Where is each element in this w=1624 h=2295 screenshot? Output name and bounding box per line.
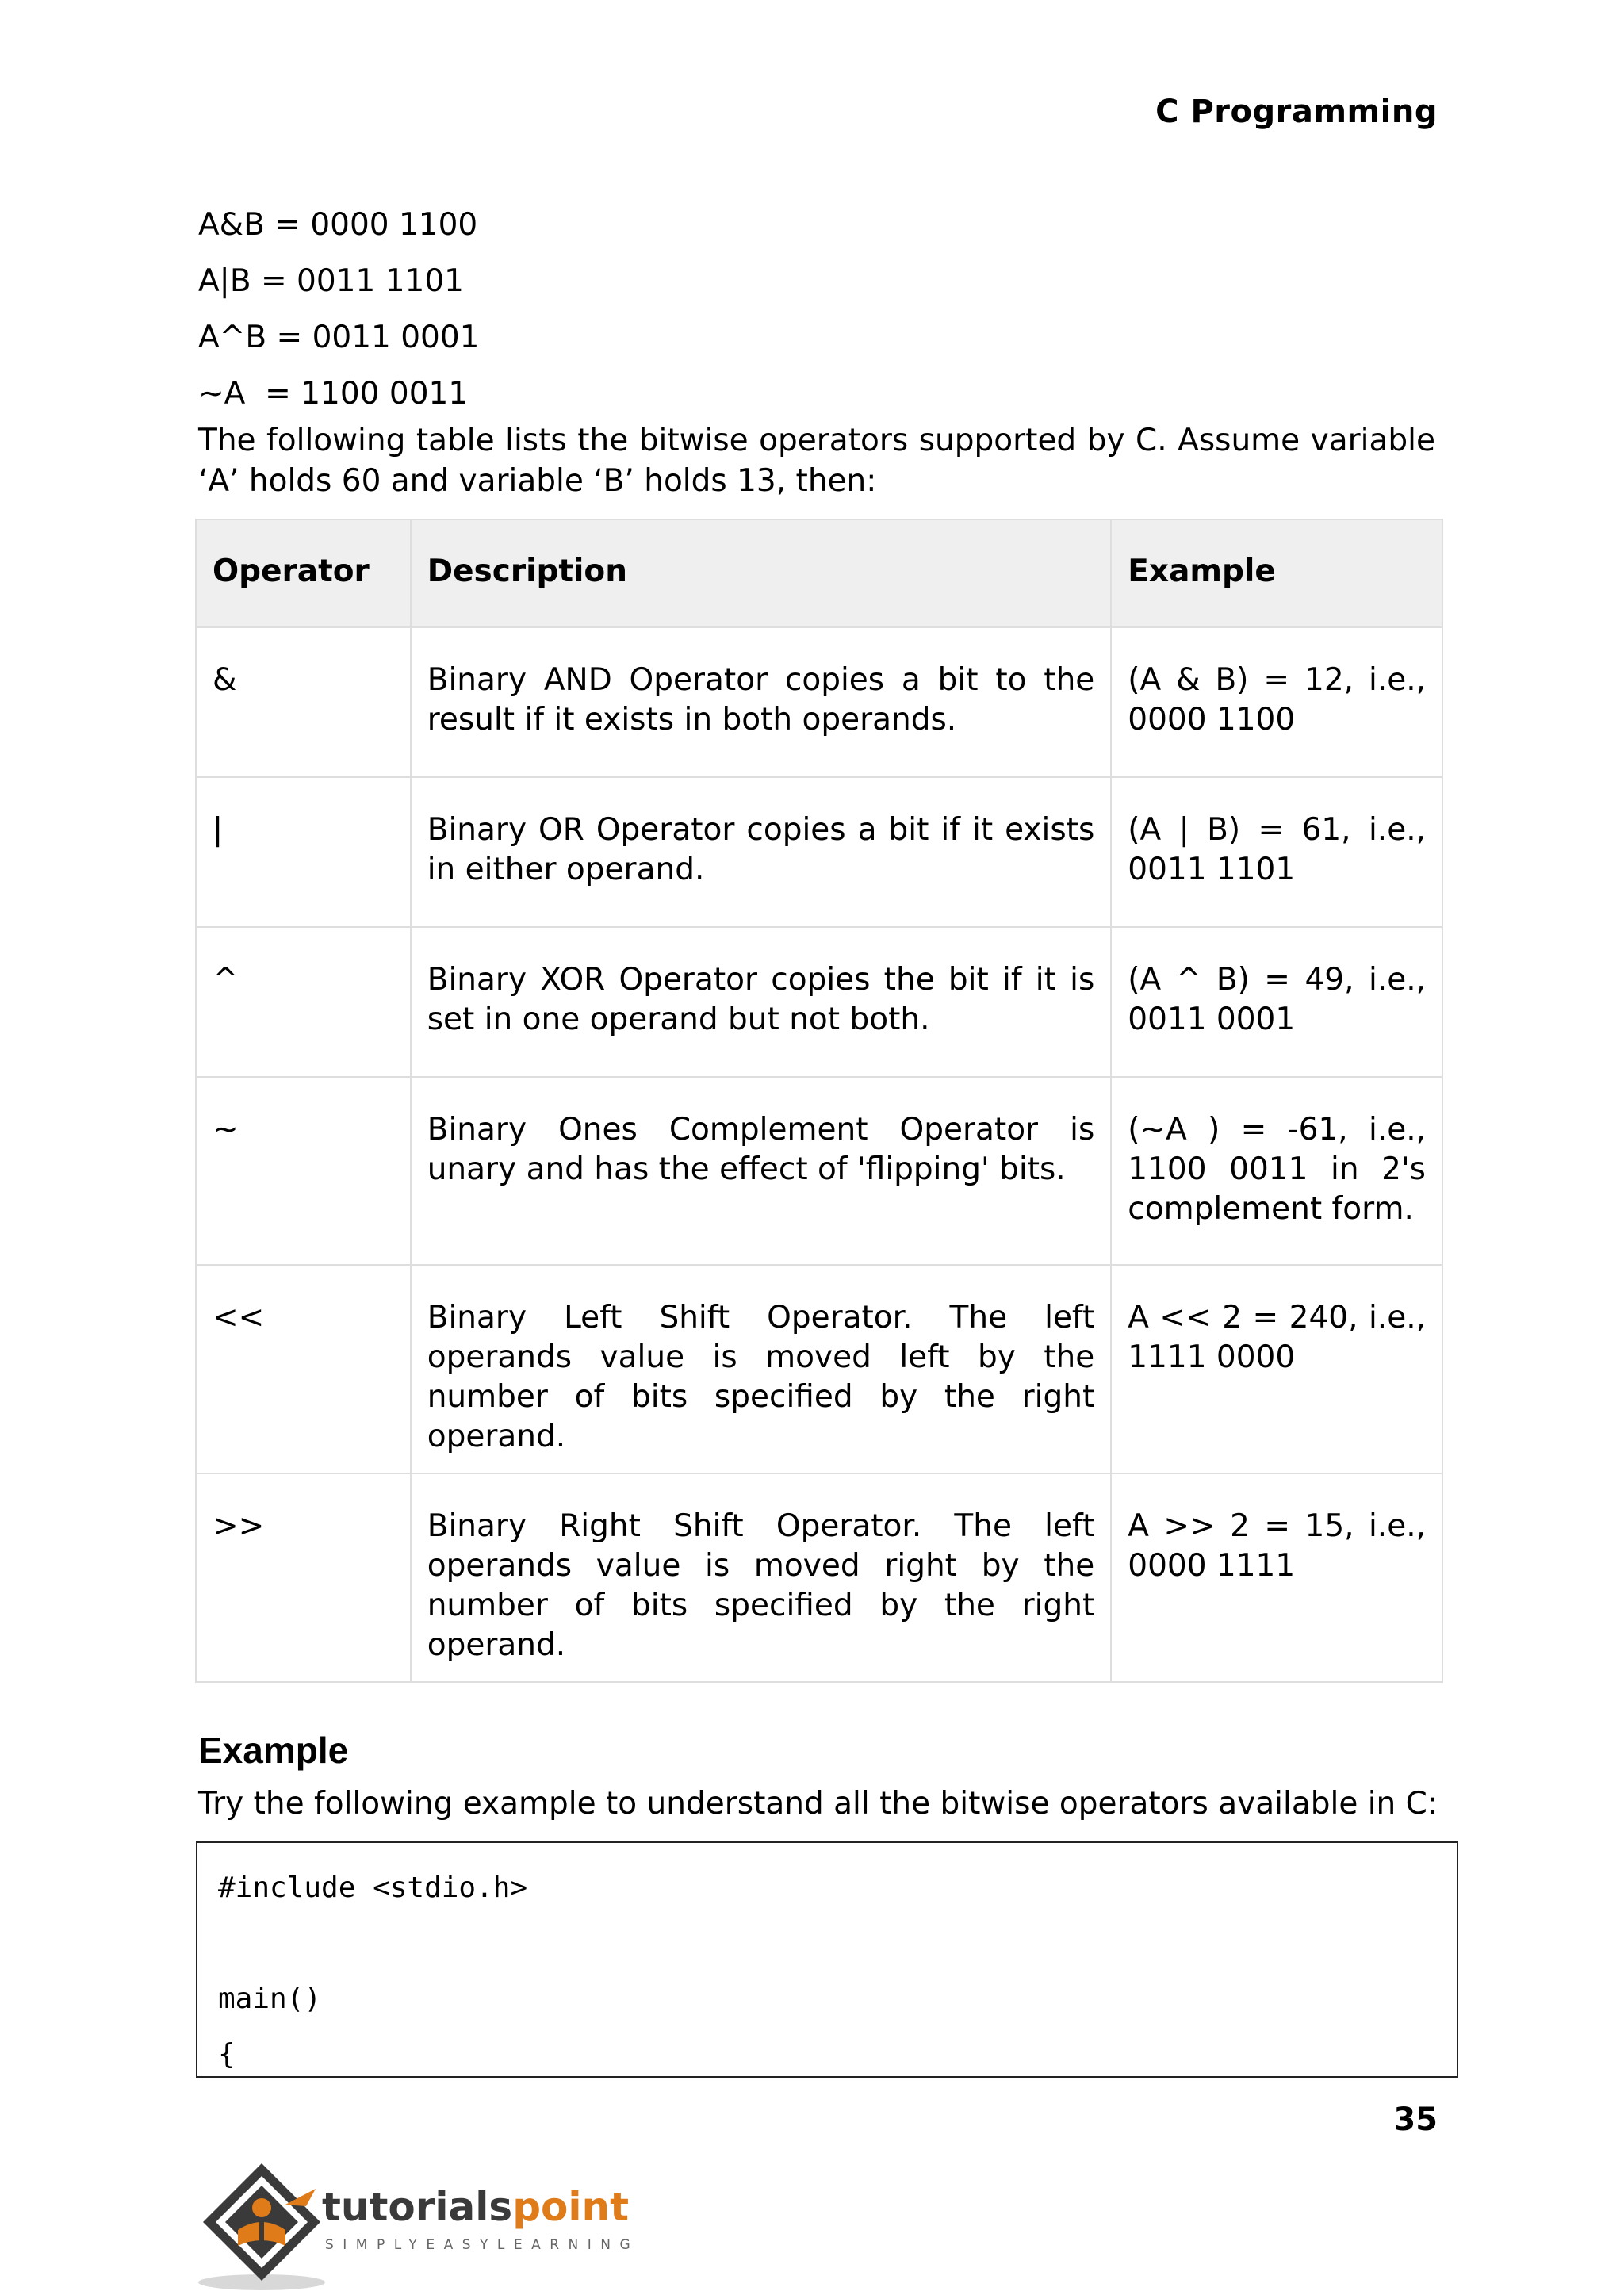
table-header-row [196,519,1442,627]
logo-book-spine [259,2220,264,2244]
code-block [196,1841,1458,2078]
running-header: C Programming [1155,94,1438,130]
svg-text:tutorialspoint [322,2184,629,2230]
page-number: 35 [1393,2102,1438,2138]
cell-operator: ^ [196,927,411,1077]
cell-description: Binary Right Shift Operator. The left operands value is moved right by the number of bits specified by the right operand. [411,1473,1112,1682]
table-row [196,927,1442,1077]
bitwise-results [198,197,480,422]
cell-description: Binary Left Shift Operator. The left operands value is moved left by the number of bits specified by the right operand. [411,1265,1112,1473]
code-line: main() [218,1983,322,2015]
result-line-not: ~A = 1100 0011 [198,376,469,412]
example-intro: Try the following example to understand all the bitwise operators available in C: [198,1786,1438,1822]
table-row [196,777,1442,927]
header-operator: Operator [196,519,411,627]
cell-example: (A & B) = 12, i.e., 0000 1100 [1111,627,1442,777]
cell-operator: | [196,777,411,927]
cell-operator: << [196,1265,411,1473]
header-description: Description [411,519,1112,627]
cell-operator: >> [196,1473,411,1682]
logo-tagline: SIMPLYEASYLEARNING [325,2237,640,2253]
result-line-xor: A^B = 0011 0001 [198,320,480,355]
cell-description: Binary Ones Complement Operator is unary and has the effect of 'flipping' bits. [411,1077,1112,1265]
table-row [196,1265,1442,1473]
cell-example: (A ^ B) = 49, i.e., 0011 0001 [1111,927,1442,1077]
cell-example: A >> 2 = 15, i.e., 0000 1111 [1111,1473,1442,1682]
tutorialspoint-logo [197,2157,641,2292]
table-row [196,627,1442,777]
bitwise-operators-table [195,519,1443,1683]
cell-example: (A | B) = 61, i.e., 0011 1101 [1111,777,1442,927]
cell-description: Binary OR Operator copies a bit if it exists in either operand. [411,777,1112,927]
code-line: { [218,2038,236,2071]
code-line [218,1916,1436,1971]
cell-description: Binary XOR Operator copies the bit if it is set in one operand but not both. [411,927,1112,1077]
example-heading: Example [198,1730,349,1771]
result-line-and: A&B = 0000 1100 [198,207,478,243]
logo-person-head-icon [252,2198,271,2217]
result-line-or: A|B = 0011 1101 [198,263,464,299]
cell-description: Binary AND Operator copies a bit to the result if it exists in both operands. [411,627,1112,777]
table-row [196,1077,1442,1265]
header-example: Example [1111,519,1442,627]
logo-text-point: point [512,2184,629,2230]
logo-text-tutorials: tutorials [322,2184,513,2230]
intro-paragraph: The following table lists the bitwise operators supported by C. Assume variable ‘A’ holds 60 and variable ‘B’ holds 13, then: [198,423,1435,499]
cell-example: (~A ) = -61, i.e., 1100 0011 in 2's complement form. [1111,1077,1442,1265]
cell-operator: ~ [196,1077,411,1265]
table-row [196,1473,1442,1682]
cell-example: A << 2 = 240, i.e., 1111 0000 [1111,1265,1442,1473]
cell-operator: & [196,627,411,777]
code-line: #include <stdio.h> [218,1872,528,1904]
